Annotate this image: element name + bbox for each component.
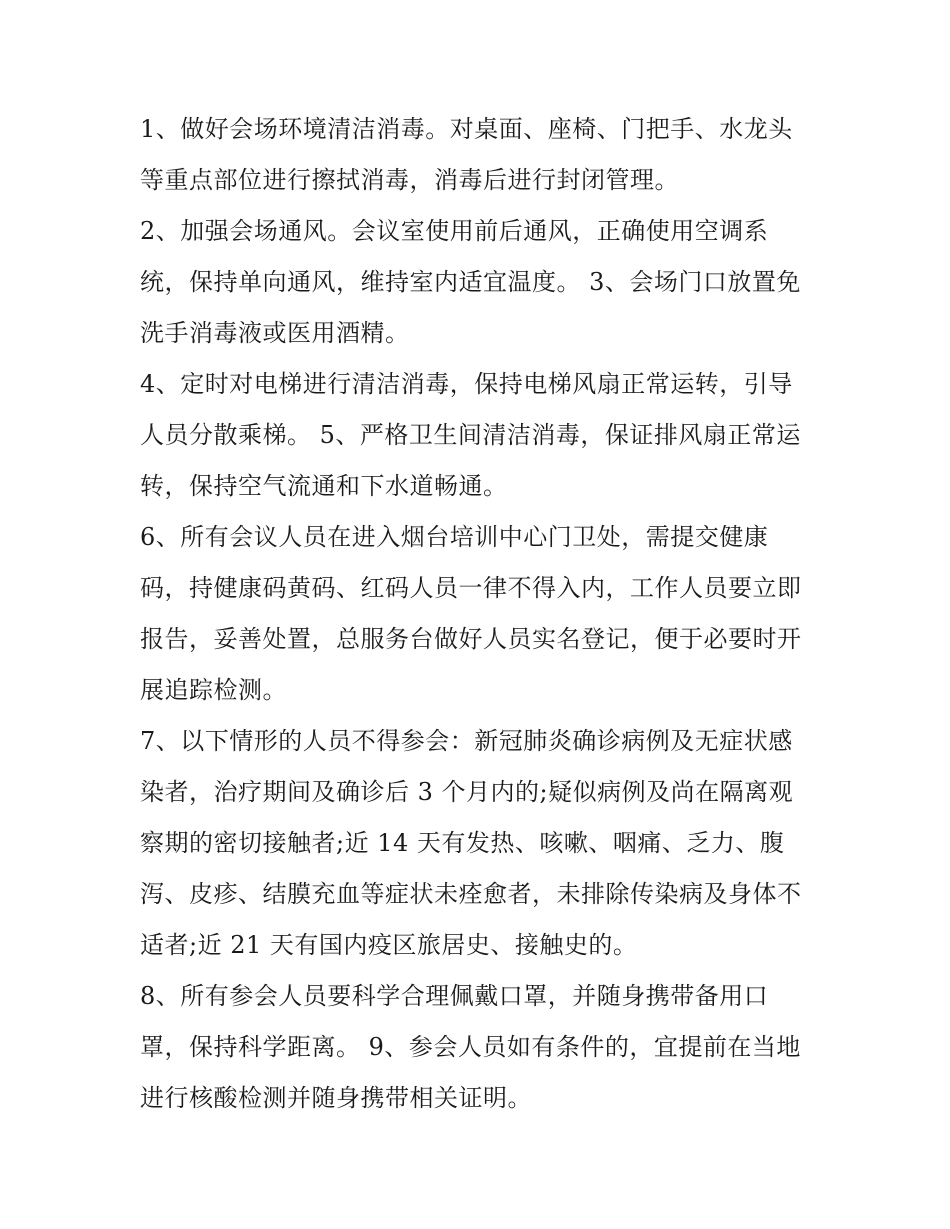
text-line: 染者，治疗期间及确诊后 3 个月内的;疑似病例及尚在隔离观 (140, 778, 794, 806)
text-line: 7、以下情形的人员不得参会：新冠肺炎确诊病例及无症状感 (140, 727, 793, 755)
paragraph-1 (140, 104, 820, 206)
text-line: 码，持健康码黄码、红码人员一律不得入内，工作人员要立即 (140, 574, 802, 602)
text-line: 2、加强会场通风。会议室使用前后通风，正确使用空调系 (140, 217, 769, 245)
text-line: 统，保持单向通风，维持室内适宜温度。 3、会场门口放置免 (140, 268, 801, 296)
paragraph-4 (140, 512, 820, 716)
text-line: 6、所有会议人员在进入烟台培训中心门卫处，需提交健康 (140, 523, 769, 551)
text-line: 展追踪检测。 (140, 676, 287, 704)
text-line: 1、做好会场环境清洁消毒。对桌面、座椅、门把手、水龙头 (140, 115, 793, 143)
text-line: 人员分散乘梯。 5、严格卫生间清洁消毒，保证排风扇正常运 (140, 421, 801, 449)
text-line: 4、定时对电梯进行清洁消毒，保持电梯风扇正常运转，引导 (140, 370, 793, 398)
text-line: 泻、皮疹、结膜充血等症状未痊愈者，未排除传染病及身体不 (140, 880, 802, 908)
text-line: 适者;近 21 天有国内疫区旅居史、接触史的。 (140, 931, 638, 959)
text-line: 8、所有参会人员要科学合理佩戴口罩，并随身携带备用口 (140, 982, 769, 1010)
paragraph-6 (140, 971, 820, 1124)
text-line: 报告，妥善处置，总服务台做好人员实名登记，便于必要时开 (140, 625, 802, 653)
text-line: 转，保持空气流通和下水道畅通。 (140, 472, 508, 500)
text-line: 罩，保持科学距离。 9、参会人员如有条件的，宜提前在当地 (140, 1033, 801, 1061)
text-line: 等重点部位进行擦拭消毒，消毒后进行封闭管理。 (140, 166, 679, 194)
text-line: 进行核酸检测并随身携带相关证明。 (140, 1084, 532, 1112)
text-line: 洗手消毒液或医用酒精。 (140, 319, 410, 347)
text-line: 察期的密切接触者;近 14 天有发热、咳嗽、咽痛、乏力、腹 (140, 829, 785, 857)
paragraph-2 (140, 206, 820, 359)
paragraph-3 (140, 359, 820, 512)
paragraph-5 (140, 716, 820, 971)
